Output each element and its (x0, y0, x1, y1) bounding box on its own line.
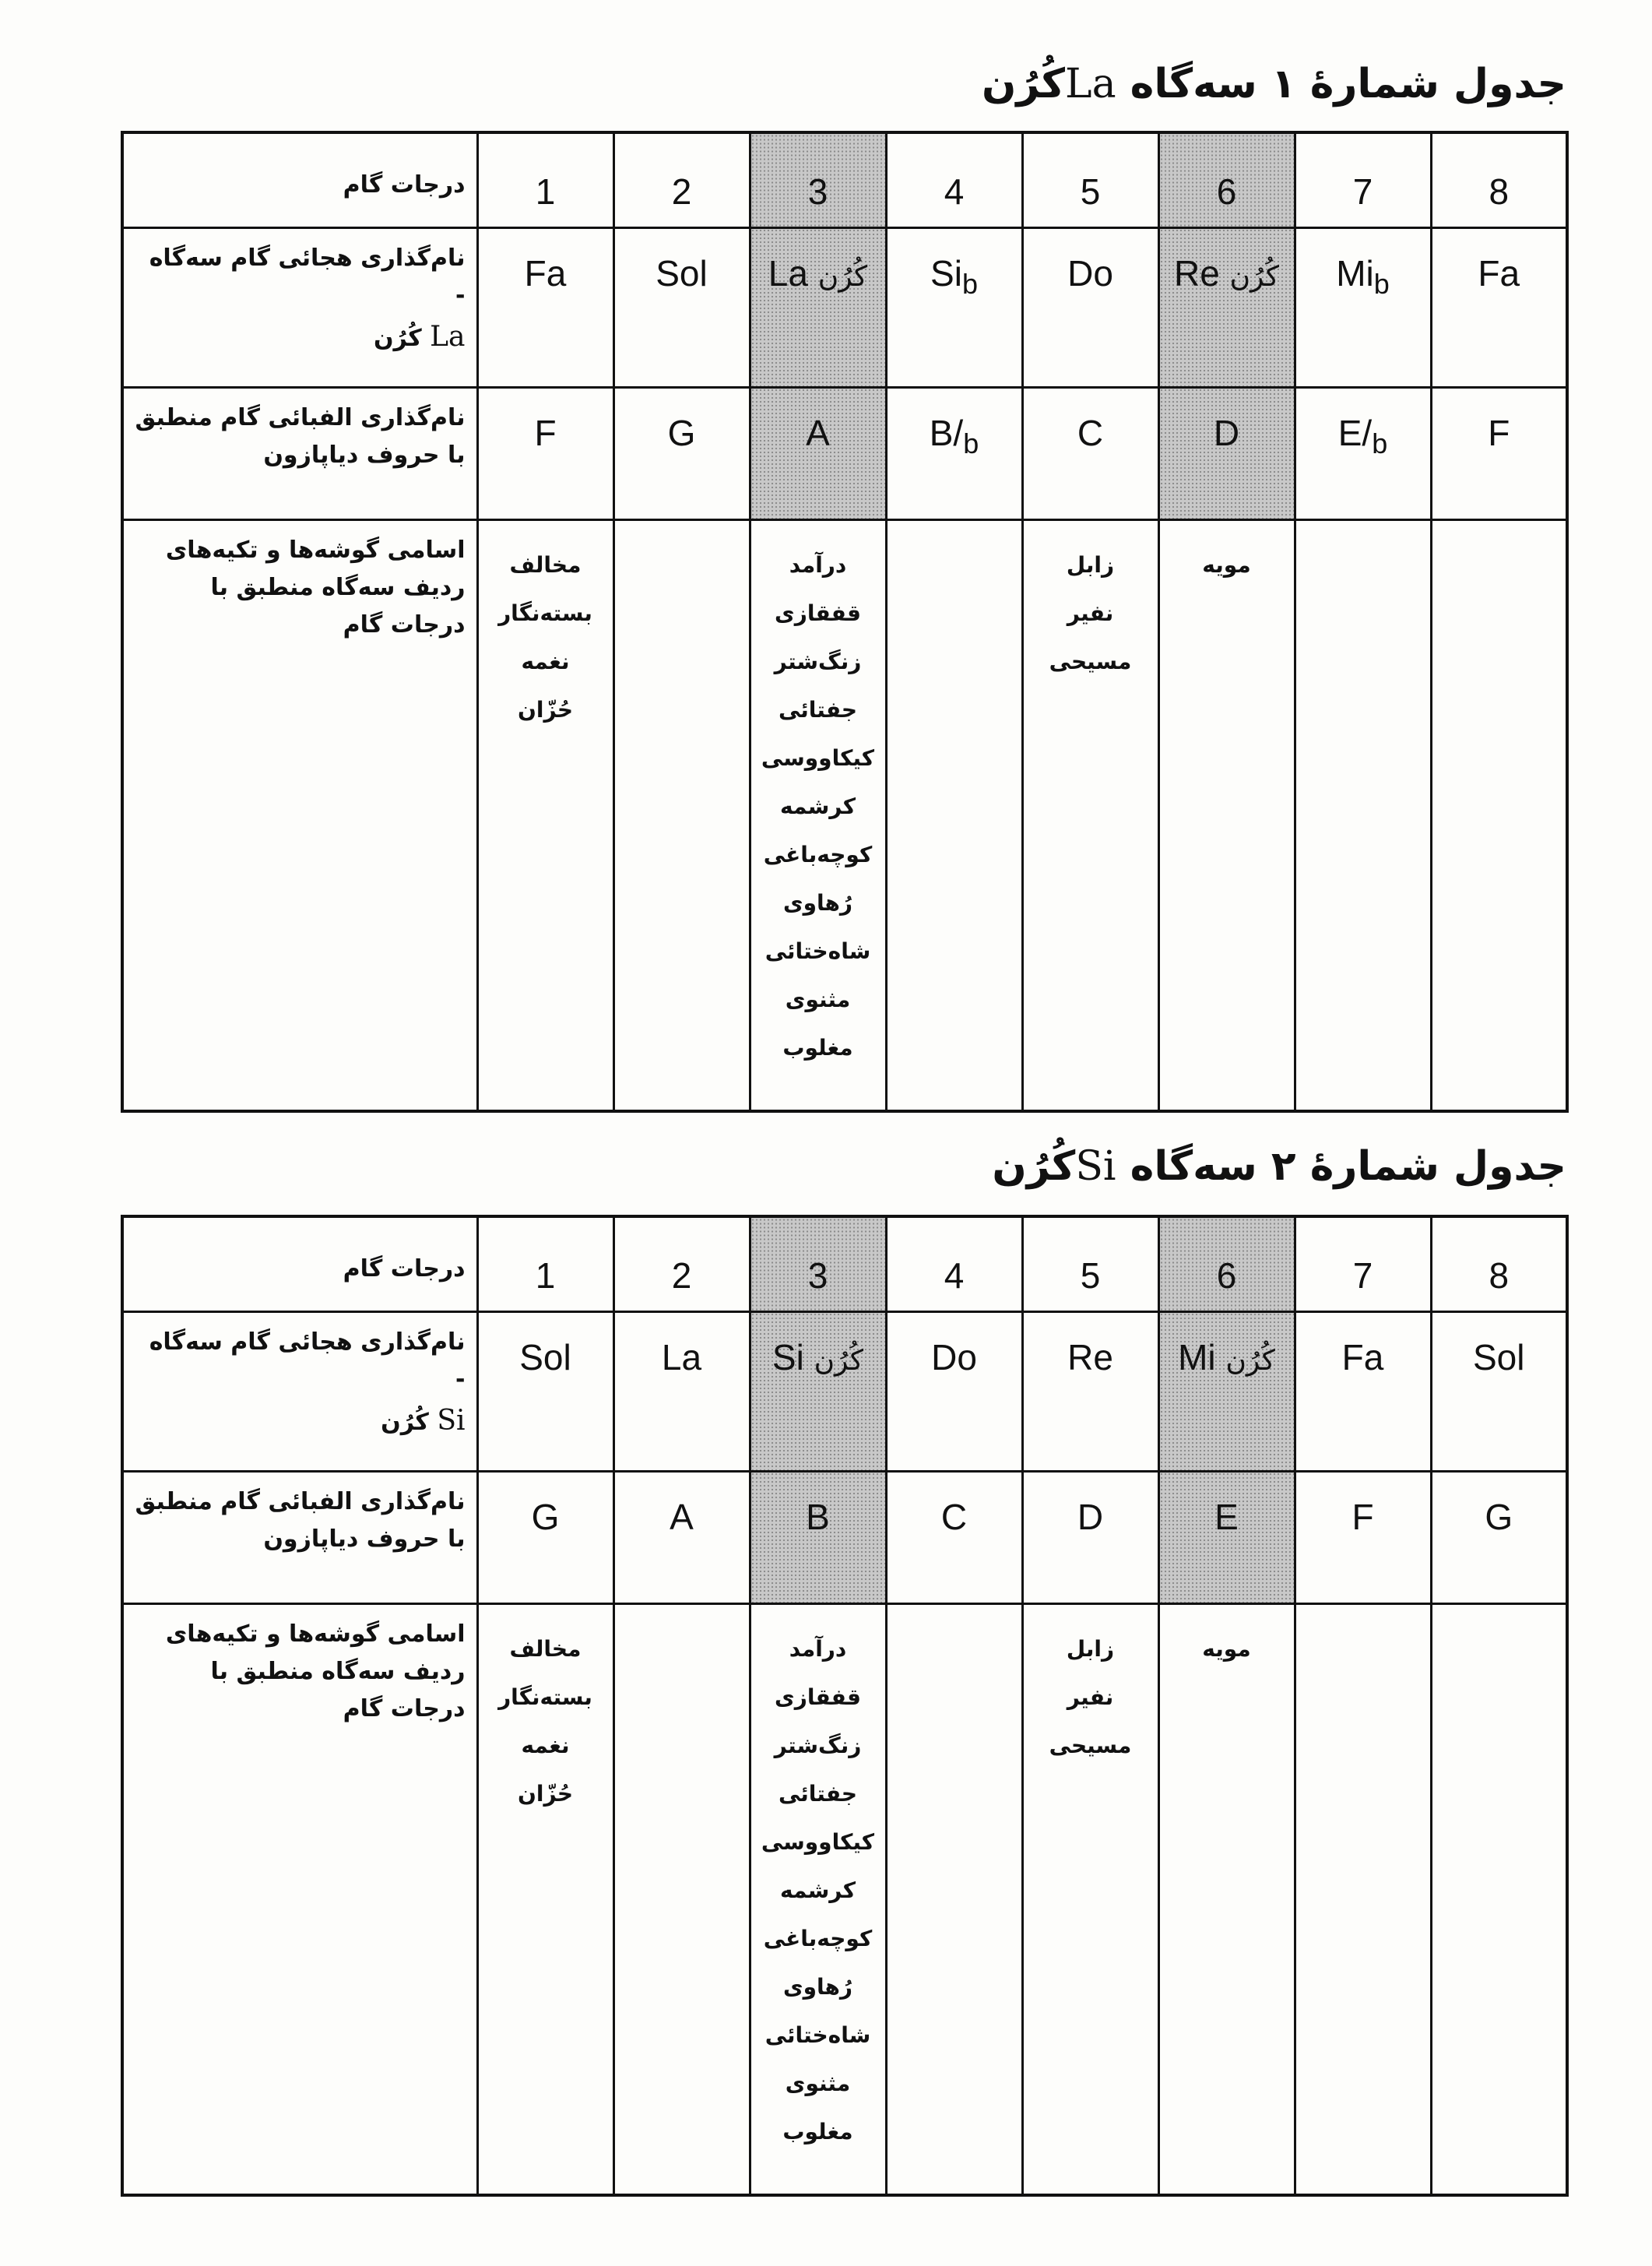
scale-table-1 (121, 131, 1569, 1113)
koron-mark: کُرُن (817, 260, 868, 293)
letters-row (122, 387, 1567, 519)
gooshe-row (122, 1603, 1567, 2195)
letter-note: B/ (929, 412, 964, 453)
letter-cell (1431, 387, 1567, 519)
letter-cell (1295, 387, 1431, 519)
table-2-title (992, 1143, 1566, 1190)
gooshe-item: مسیحی (1049, 1732, 1132, 1758)
gooshe-item: بسته‌نگار (498, 600, 592, 626)
gooshe-item: مسیحی (1049, 648, 1132, 674)
solfege-cell (1295, 227, 1431, 387)
degree-cell: 1 (477, 132, 613, 227)
solfege-cell (1022, 227, 1158, 387)
gooshe-item: زابل (1066, 551, 1115, 578)
degree-cell: 5 (1022, 132, 1158, 227)
degree-cell: 3 (750, 1216, 886, 1311)
letters-row (122, 1471, 1567, 1603)
gooshe-cell (750, 519, 886, 1111)
degree-cell: 2 (613, 1216, 750, 1311)
table-1-title-koron: کُرُن (982, 61, 1066, 107)
letter-cell (1158, 1471, 1295, 1603)
gooshe-cell (1295, 1603, 1431, 2195)
gooshe-item: رُهاوی (782, 1973, 853, 2000)
gooshe-item: مخالف (509, 1635, 582, 1662)
gooshe-item: نغمه (521, 1732, 570, 1758)
letter-note: G (667, 412, 696, 453)
solfege-note: Re (1067, 1336, 1113, 1378)
solfege-label-text: نام‌گذاری هجائی گام سه‌گاه - (149, 1328, 466, 1393)
gooshe-item: شاه‌ختائی (764, 2021, 871, 2048)
solfege-cell (477, 1311, 613, 1471)
gooshe-item: کیکاووسی (761, 1828, 875, 1855)
solfege-cell (1431, 227, 1567, 387)
solfege-cell (1295, 1311, 1431, 1471)
koron-mark: کُرُن (1225, 1344, 1275, 1377)
flat-accidental: b (1372, 427, 1388, 459)
solfege-cell (750, 1311, 886, 1471)
gooshe-item: نفیر (1067, 600, 1114, 626)
letter-cell (1022, 387, 1158, 519)
flat-accidental: b (963, 427, 979, 459)
solfege-label-koron: کُرُن (381, 1408, 429, 1436)
gooshe-item: مخالف (509, 551, 582, 578)
solfege-cell (1022, 1311, 1158, 1471)
letter-cell (613, 387, 750, 519)
letter-note: F (534, 412, 557, 453)
letter-note: D (1077, 1496, 1104, 1537)
gooshe-item: زابل (1066, 1635, 1115, 1662)
solfege-cell (1431, 1311, 1567, 1471)
table-2-title-koron: کُرُن (992, 1143, 1076, 1190)
degree-cell: 7 (1295, 1216, 1431, 1311)
gooshe-item: کرشمه (780, 1877, 856, 1903)
table-2-title-text: جدول شمارهٔ ۲ سه‌گاه (1116, 1143, 1566, 1190)
gooshe-item: درآمد (789, 1635, 847, 1662)
scale-table-2 (121, 1215, 1569, 2197)
gooshe-cell (886, 519, 1022, 1111)
gooshe-item: مثنوی (785, 2070, 851, 2096)
gooshe-item: مویه (1202, 1635, 1251, 1662)
gooshe-item: قفقازی (775, 600, 861, 626)
solfege-cell (613, 227, 750, 387)
gooshe-cell (477, 519, 613, 1111)
solfege-note: Mi (1336, 252, 1374, 294)
degree-cell: 4 (886, 1216, 1022, 1311)
degree-cell: 2 (613, 132, 750, 227)
solfege-note: Fa (524, 252, 567, 294)
solfege-cell (886, 227, 1022, 387)
solfege-note: Sol (519, 1336, 571, 1378)
letter-note: F (1488, 412, 1510, 453)
letters-label: نام‌گذاری الفبائی گام منطبق با حروف دیاپازون (122, 387, 477, 519)
gooshe-item: جفتائی (778, 696, 858, 723)
gooshe-item: کوچه‌باغی (763, 1925, 873, 1951)
gooshe-cell (886, 1603, 1022, 2195)
gooshe-item: حُزّان (517, 1780, 574, 1807)
degree-cell: 6 (1158, 1216, 1295, 1311)
letter-note: D (1213, 412, 1240, 453)
table-2-title-latin: Si (1075, 1143, 1116, 1190)
gooshe-cell (1022, 1603, 1158, 2195)
gooshe-item: مثنوی (785, 986, 851, 1012)
gooshe-item: مغلوب (782, 2118, 853, 2145)
flat-accidental: b (961, 267, 978, 300)
letter-note: B (806, 1496, 830, 1537)
degree-cell: 6 (1158, 132, 1295, 227)
letters-label: نام‌گذاری الفبائی گام منطبق با حروف دیاپازون (122, 1471, 477, 1603)
gooshe-item: شاه‌ختائی (764, 938, 871, 964)
letter-cell (477, 387, 613, 519)
letter-cell (477, 1471, 613, 1603)
solfege-note: Si (772, 1336, 804, 1378)
gooshe-item: کرشمه (780, 793, 856, 819)
solfege-row (122, 227, 1567, 387)
letter-note: C (940, 1496, 968, 1537)
solfege-note: Do (931, 1336, 977, 1378)
degree-cell: 3 (750, 132, 886, 227)
letter-note: E/ (1337, 412, 1373, 453)
solfege-label (122, 227, 477, 387)
gooshe-item: کیکاووسی (761, 744, 875, 771)
gooshe-label: اسامی گوشه‌ها و تکیه‌های ردیف سه‌گاه منطبق با درجات گام (122, 519, 477, 1111)
letter-note: G (531, 1496, 560, 1537)
koron-mark: کُرُن (814, 1344, 864, 1377)
gooshe-item: حُزّان (517, 696, 574, 723)
letter-note: G (1485, 1496, 1513, 1537)
gooshe-item: زنگ‌شتر (774, 1732, 862, 1758)
gooshe-cell (1295, 519, 1431, 1111)
table-1-title-text: جدول شمارهٔ ۱ سه‌گاه (1116, 61, 1566, 107)
letter-cell (886, 387, 1022, 519)
solfege-label-latin: Si (437, 1404, 466, 1437)
letter-cell (750, 1471, 886, 1603)
solfege-cell (1158, 1311, 1295, 1471)
gooshe-item: مویه (1202, 551, 1251, 578)
letter-note: C (1077, 412, 1104, 453)
degree-cell: 5 (1022, 1216, 1158, 1311)
solfege-cell (477, 227, 613, 387)
gooshe-item: نغمه (521, 648, 570, 674)
gooshe-cell (477, 1603, 613, 2195)
solfege-row (122, 1311, 1567, 1471)
degree-cell: 4 (886, 132, 1022, 227)
letter-note: A (670, 1496, 694, 1537)
solfege-note: Re (1173, 252, 1220, 294)
solfege-cell (750, 227, 886, 387)
gooshe-cell (1158, 519, 1295, 1111)
degree-cell: 1 (477, 1216, 613, 1311)
gooshe-label: اسامی گوشه‌ها و تکیه‌های ردیف سه‌گاه منطبق با درجات گام (122, 1603, 477, 2195)
gooshe-cell (613, 519, 750, 1111)
solfege-note: Mi (1178, 1336, 1216, 1378)
letter-note: F (1351, 1496, 1374, 1537)
gooshe-cell (613, 1603, 750, 2195)
letter-cell (1158, 387, 1295, 519)
letter-note: A (806, 412, 830, 453)
solfege-cell (1158, 227, 1295, 387)
gooshe-item: جفتائی (778, 1780, 858, 1807)
gooshe-item: کوچه‌باغی (763, 841, 873, 867)
letter-cell (613, 1471, 750, 1603)
solfege-note: Fa (1341, 1336, 1384, 1378)
solfege-note: La (661, 1336, 702, 1378)
degrees-label: درجات گام (122, 1216, 477, 1311)
gooshe-item: درآمد (789, 551, 847, 578)
letter-cell (886, 1471, 1022, 1603)
table-1-title-latin: La (1065, 61, 1116, 107)
gooshe-row (122, 519, 1567, 1111)
table-1-title (982, 61, 1566, 107)
degree-cell: 8 (1431, 1216, 1567, 1311)
letter-cell (750, 387, 886, 519)
solfege-note: Fa (1478, 252, 1520, 294)
solfege-note: Sol (656, 252, 708, 294)
solfege-cell (886, 1311, 1022, 1471)
degrees-label: درجات گام (122, 132, 477, 227)
letter-cell (1022, 1471, 1158, 1603)
solfege-label-koron: کُرُن (373, 324, 422, 352)
solfege-note: La (768, 252, 808, 294)
degree-cell: 8 (1431, 132, 1567, 227)
solfege-label (122, 1311, 477, 1471)
degrees-row (122, 132, 1567, 227)
gooshe-item: مغلوب (782, 1034, 853, 1061)
degrees-row (122, 1216, 1567, 1311)
solfege-note: Si (930, 252, 962, 294)
flat-accidental: b (1373, 267, 1390, 300)
solfege-note: Sol (1473, 1336, 1525, 1378)
solfege-cell (613, 1311, 750, 1471)
letter-cell (1295, 1471, 1431, 1603)
koron-mark: کُرُن (1229, 260, 1280, 293)
solfege-label-text: نام‌گذاری هجائی گام سه‌گاه - (149, 244, 466, 309)
solfege-label-latin: La (430, 320, 466, 353)
gooshe-cell (1431, 519, 1567, 1111)
letter-cell (1431, 1471, 1567, 1603)
solfege-note: Do (1067, 252, 1113, 294)
letter-note: E (1214, 1496, 1239, 1537)
gooshe-cell (1158, 1603, 1295, 2195)
gooshe-item: بسته‌نگار (498, 1684, 592, 1710)
gooshe-item: رُهاوی (782, 889, 853, 916)
gooshe-cell (750, 1603, 886, 2195)
gooshe-cell (1022, 519, 1158, 1111)
gooshe-item: نفیر (1067, 1684, 1114, 1710)
degree-cell: 7 (1295, 132, 1431, 227)
gooshe-item: زنگ‌شتر (774, 648, 862, 674)
gooshe-item: قفقازی (775, 1684, 861, 1710)
gooshe-cell (1431, 1603, 1567, 2195)
